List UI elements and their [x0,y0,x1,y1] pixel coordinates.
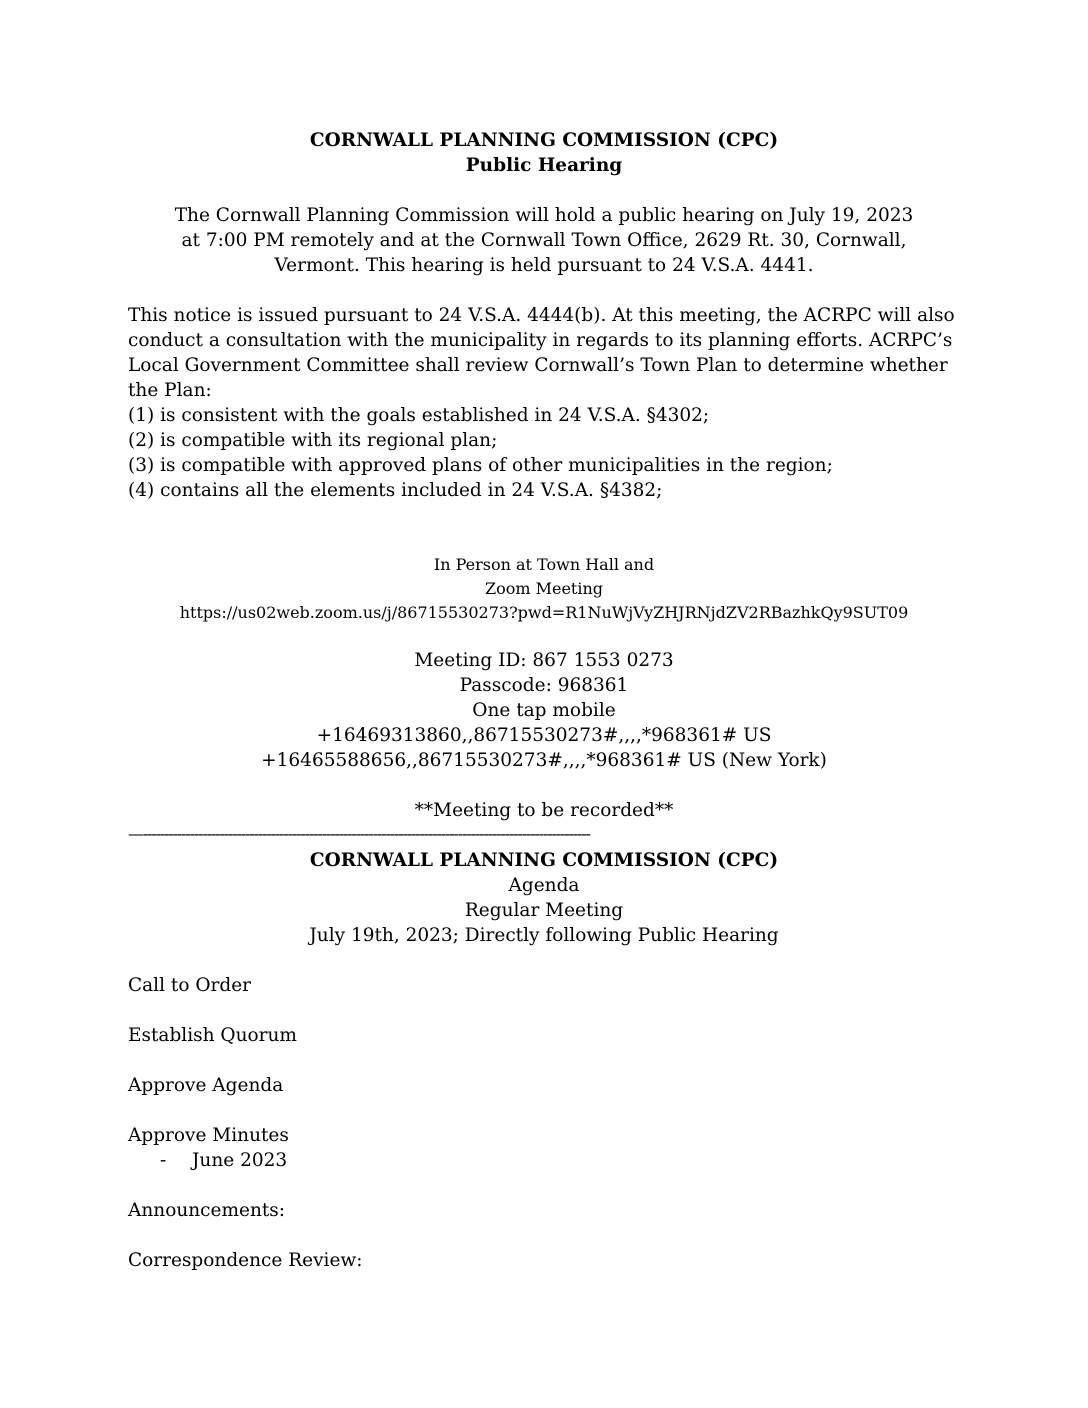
zoom-meeting-text: Zoom Meeting [484,579,604,598]
zoom-info [128,553,960,625]
criteria-item: (3) is compatible with approved plans of other municipalities in the region; [128,455,833,476]
one-tap-label: One tap mobile [472,700,616,721]
criteria-item: (4) contains all the elements included in 24 V.S.A. §4382; [128,480,663,501]
agenda-item-approve-agenda: Approve Agenda [128,1075,284,1096]
notice-line: the Plan: [128,380,212,401]
hearing-title: CORNWALL PLANNING COMMISSION (CPC) [309,130,779,151]
phone-number: +16469313860,,86715530273#,,,,*968361# US [316,725,772,746]
bullet-dash: - [160,1150,167,1171]
hearing-header [128,128,960,178]
hearing-subtitle: Public Hearing [465,155,623,176]
agenda-item-approve-minutes-group [128,1123,960,1173]
intro-paragraph [128,203,960,278]
recorded-notice [128,798,960,823]
minutes-sub-item-label: June 2023 [192,1150,288,1171]
agenda-header [128,848,960,948]
agenda-label: Agenda [508,875,580,896]
agenda-title: CORNWALL PLANNING COMMISSION (CPC) [309,850,779,871]
meeting-details [128,648,960,773]
agenda-item-announcements: Announcements: [128,1200,286,1221]
passcode: Passcode: 968361 [459,675,629,696]
meeting-date: July 19th, 2023; Directly following Public Hearing [309,925,779,946]
agenda-item-establish-quorum: Establish Quorum [128,1025,297,1046]
notice-line: This notice is issued pursuant to 24 V.S.A. 4444(b). At this meeting, the ACRPC will also [128,305,955,326]
intro-line: at 7:00 PM remotely and at the Cornwall Town Office, 2629 Rt. 30, Cornwall, [181,230,907,251]
agenda-item-approve-minutes: Approve Minutes [128,1125,289,1146]
minutes-sub-item [128,1148,960,1173]
intro-line: Vermont. This hearing is held pursuant to 24 V.S.A. 4441. [274,255,814,276]
criteria-item: (1) is consistent with the goals established in 24 V.S.A. §4302; [128,405,710,426]
criteria-item: (2) is compatible with its regional plan; [128,430,498,451]
agenda-item-correspondence: Correspondence Review: [128,1250,363,1271]
notice-paragraph [128,303,960,503]
intro-line: The Cornwall Planning Commission will hold a public hearing on July 19, 2023 [174,205,914,226]
meeting-id: Meeting ID: 867 1553 0273 [414,650,674,671]
in-person-text: In Person at Town Hall and [433,555,655,574]
meeting-type: Regular Meeting [464,900,624,921]
agenda-list [128,973,960,1298]
zoom-link[interactable]: https://us02web.zoom.us/j/86715530273?pwd=R1NuWjVyZHJRNjdZV2RBazhkQy9SUT09 [179,603,909,622]
phone-number: +16465588656,,86715530273#,,,,*968361# US (New York) [261,750,827,771]
agenda-item-call-to-order: Call to Order [128,975,251,996]
notice-line: conduct a consultation with the municipality in regards to its planning efforts. ACRPC’s [128,330,953,351]
recorded-text: **Meeting to be recorded** [414,800,674,821]
notice-line: Local Government Committee shall review Cornwall’s Town Plan to determine whether [128,355,948,376]
section-divider: —--------------------------------------------------------------------------------------------------------- [128,824,590,843]
